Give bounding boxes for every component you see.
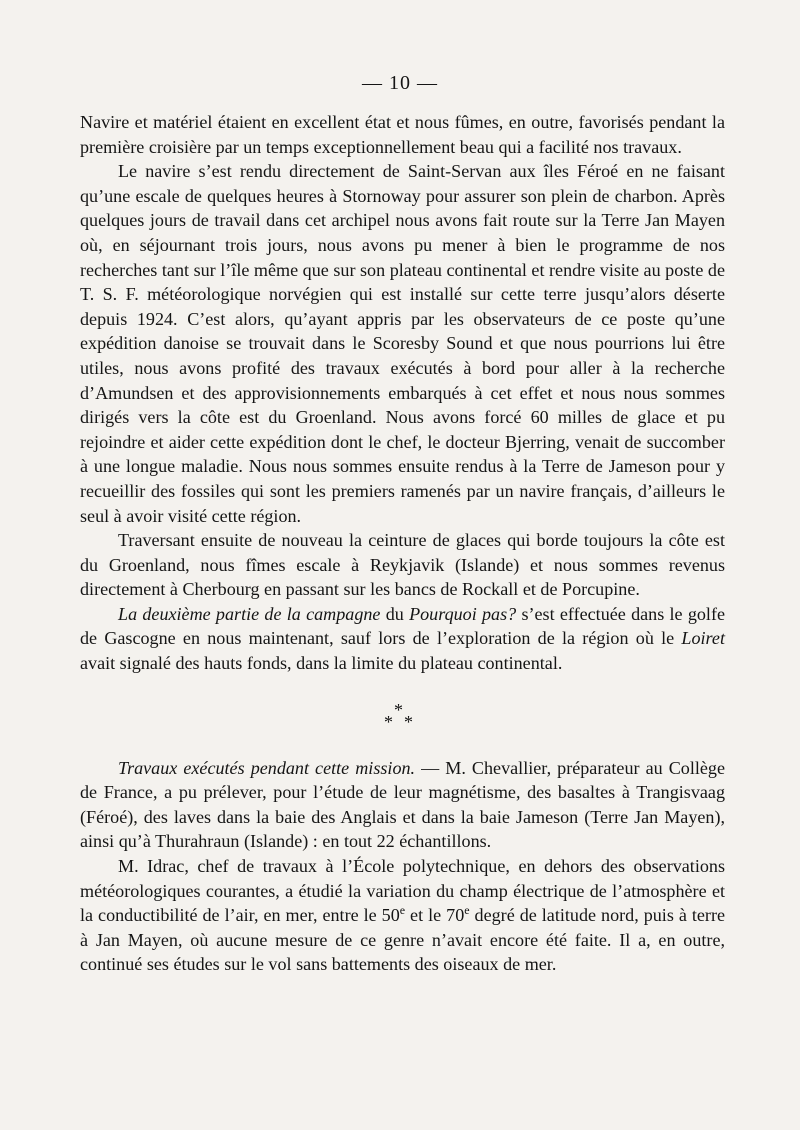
italic-ship-name: Pourquoi pas? bbox=[409, 603, 517, 624]
asterism-star-right: * bbox=[404, 711, 413, 732]
paragraph-4-text-3: avait signalé des hauts fonds, dans la limite du plateau continental. bbox=[80, 653, 563, 674]
paragraph-6 bbox=[80, 854, 725, 977]
asterism-separator bbox=[80, 676, 725, 756]
paragraph-4-text-1: du bbox=[380, 603, 410, 624]
asterism-star-top: * bbox=[394, 699, 403, 720]
paragraph-4-text-2: s’est effectuée dans le golfe de Gascogne en nous maintenant, sauf lors de l’exploration de la région où le bbox=[80, 603, 725, 649]
paragraph-5-text: — M. Chevallier, préparateur au Collège de France, a pu prélever, pour l’étude de leur magnétisme, des basaltes à Trangisvaag (Féroé), des laves dans la baie des Anglais et dans la baie Jameson (Terre Jan Mayen), ainsi qu’à Thurahraun (Islande) : en tout 22 échantillons. bbox=[80, 757, 725, 852]
body-text bbox=[80, 110, 725, 977]
paragraph-3: Traversant ensuite de nouveau la ceinture de glaces qui borde toujours la côte est du Groenland, nous fîmes escale à Reykjavik (Islande) et nous sommes revenus directement à Cherbourg en passant sur les bancs de Rockall et de Porcupine. bbox=[80, 530, 725, 600]
superscript-e-1: e bbox=[399, 903, 406, 918]
superscript-e-2: e bbox=[464, 903, 470, 918]
section-heading-italic: Travaux exécutés pendant cette mission. bbox=[118, 757, 416, 778]
paragraph-2: Le navire s’est rendu directement de Saint-Servan aux îles Féroé en ne faisant qu’une escale de quelques heures à Stornoway pour assurer son plein de charbon. Après quelques jours de travail dans cet archipel nous avons fait route sur la Terre Jan Mayen où, en séjournant trois jours, nous avons pu mener à bien le programme de nos recherches tant sur l’île même que sur son plateau continental et rendre visite au poste de T. S. F. météorologique norvégien qui est installé sur cette terre jusqu’alors déserte depuis 1924. C’est alors, qu’ayant appris par les observateurs de ce poste qu’une expédition danoise se trouvait dans le Scoresby Sound et que nous pourrions lui être utiles, nous avons profité des travaux exécutés à bord pour aller à la recherche d’Amundsen et des approvisionnements embarqués à cet effet et nous nous sommes dirigés vers la côte est du Groenland. Nous avons forcé 60 milles de glace et pu rejoindre et aider cette expédition dont le chef, le docteur Bjerring, venait de succomber à une longue maladie. Nous nous sommes ensuite rendus à la Terre de Jameson pour y recueillir des fossiles qui sont les premiers ramenés par un navire français, d’ailleurs le seul à avoir visité cette région. bbox=[80, 161, 725, 526]
paragraph-6-text-3: degré de latitude nord, puis à terre à Jan Mayen, où aucune mesure de ce genre n’avait encore été faite. Il a, en outre, continué ses études sur le vol sans battements des oiseaux de mer. bbox=[80, 905, 726, 975]
paragraph-5 bbox=[80, 756, 725, 854]
italic-campaign-phrase: La deuxième partie de la campagne bbox=[118, 603, 381, 624]
paragraph-4 bbox=[80, 602, 725, 676]
paragraph-6-text-1: M. Idrac, chef de travaux à l’École polytechnique, en dehors des observations météorologiques courantes, a étudié la variation du champ électrique de l’atmosphère et la conductibilité de l’air, en mer, entre le 50 bbox=[80, 856, 725, 926]
italic-ship-loiret: Loiret bbox=[681, 628, 725, 649]
paragraph-1: Navire et matériel étaient en excellent état et nous fûmes, en outre, favorisés pendant la première croisière par un temps exceptionnellement beau qui a facilité nos travaux. bbox=[80, 112, 725, 157]
page-number: — 10 — bbox=[362, 72, 438, 94]
asterism-star-left: * bbox=[384, 711, 393, 732]
paragraph-6-text-2: et le 70 bbox=[405, 905, 465, 926]
